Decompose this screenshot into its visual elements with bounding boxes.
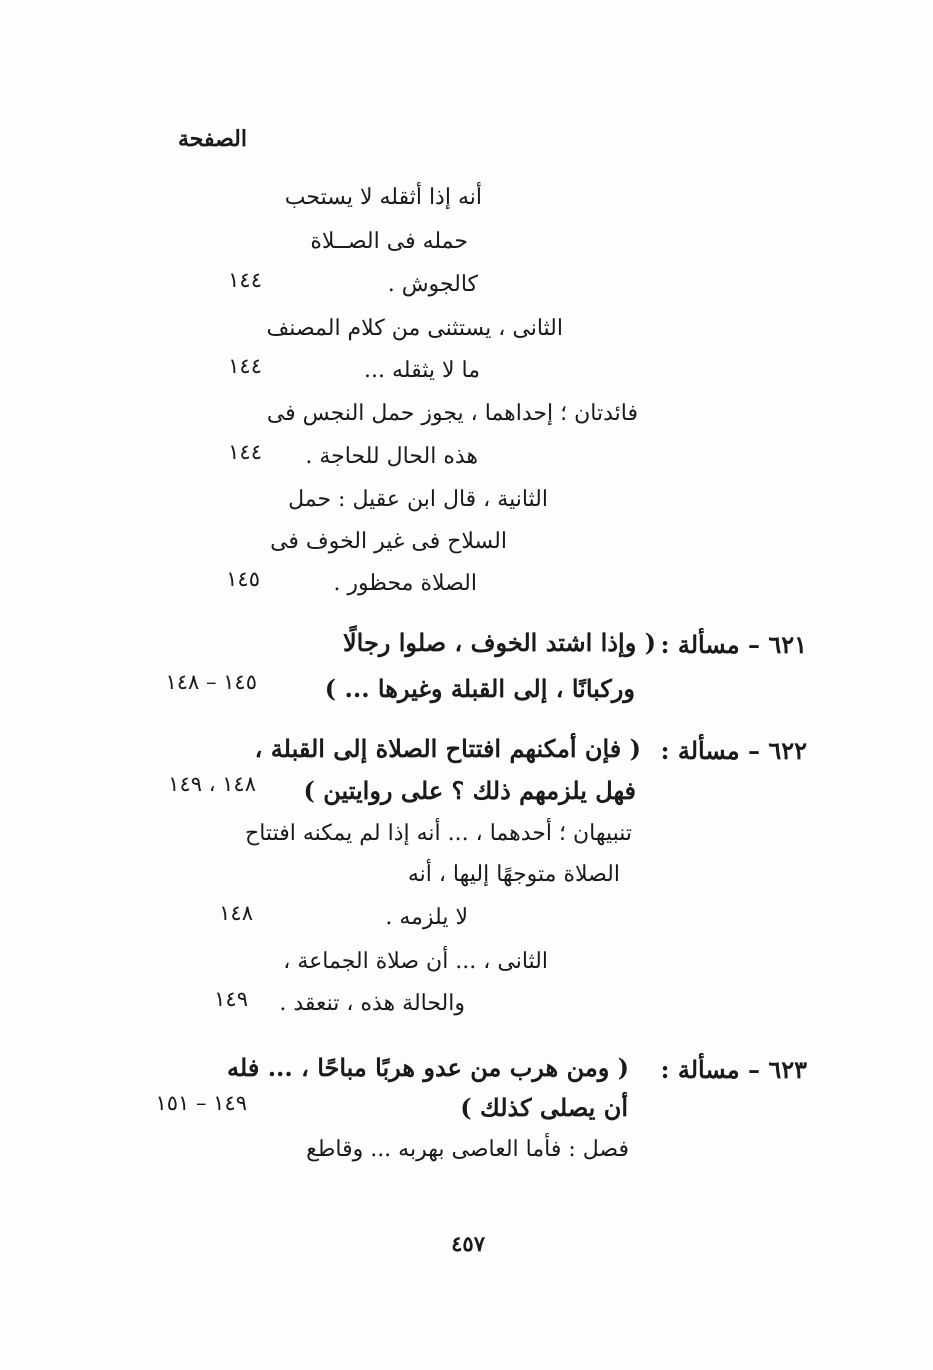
entry-line: كالجوش . [387,272,478,297]
page-range: ١٤٥ – ١٤٨ [165,670,257,694]
page-reference: ١٤٤ [228,440,262,464]
question-text: ( فإن أمكنهم افتتاح الصلاة إلى القبلة ، [254,734,641,763]
page-range: ١٤٩ – ١٥١ [155,1091,247,1115]
entry-line: فائدتان ؛ إحداهما ، يجوز حمل النجس فى [266,401,638,426]
question-text: فهل يلزمهم ذلك ؟ على روايتين ) [303,776,636,805]
page-column-heading: الصفحة [177,126,247,152]
question-label: ٦٢٣ – مسألة : [660,1055,807,1084]
entry-line: السلاح فى غير الخوف فى [270,529,507,554]
question-label: ٦٢٢ – مسألة : [660,736,807,765]
page-reference: ١٤٩ [214,987,248,1011]
entry-line: الصلاة محظور . [333,571,477,596]
entry-line: الثانى ، ... أن صلاة الجماعة ، [283,949,548,974]
question-text: أن يصلى كذلك ) [460,1093,628,1122]
page-reference: ١٤٤ [228,268,262,292]
entry-line: لا يلزمه . [385,905,468,930]
entry-line: فصل : فأما العاصى بهربه ... وقاطع [306,1137,629,1162]
entry-line: والحالة هذه ، تنعقد . [279,991,465,1016]
page-reference: ١٤٨ [219,901,253,925]
entry-line: الصلاة متوجهًا إليها ، أنه [407,862,620,887]
entry-line: الثانى ، يستثنى من كلام المصنف [266,316,563,341]
entry-line: حمله فى الصــلاة [310,229,468,254]
entry-line: تنبيهان ؛ أحدهما ، ... أنه إذا لم يمكنه افتتاح [245,821,632,846]
page-reference: ١٤٤ [228,354,262,378]
question-text: ( وإذا اشتد الخوف ، صلوا رجالًا [342,628,656,657]
entry-line: ما لا يثقله ... [364,358,480,383]
entry-line: أنه إذا أثقله لا يستحب [284,185,482,210]
page-reference: ١٤٥ [226,567,260,591]
question-text: ( ومن هرب من عدو هربًا مباحًا ، ... فله [227,1053,629,1082]
page-range: ١٤٨ ، ١٤٩ [168,772,256,796]
question-label: ٦٢١ – مسألة : [660,630,807,659]
entry-line: الثانية ، قال ابن عقيل : حمل [288,487,548,512]
page-number: ٤٥٧ [451,1231,485,1256]
question-text: وركبانًا ، إلى القبلة وغيرها ... ) [324,674,635,703]
entry-line: هذه الحال للحاجة . [305,444,478,469]
